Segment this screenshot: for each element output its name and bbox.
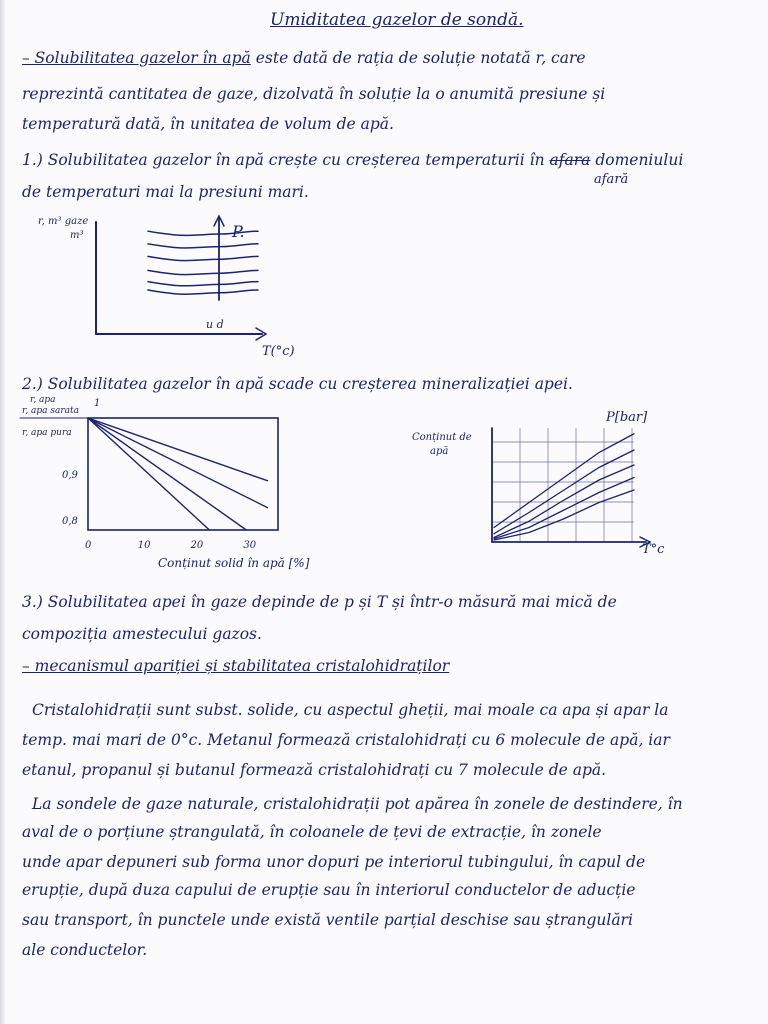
chart-2-x-tick-20: 20 bbox=[190, 540, 204, 551]
mechanism-line-4: La sondele de gaze naturale, cristalohidrații pot apărea în zonele de destindere, în bbox=[32, 795, 683, 813]
chart-3-x-label: T°c bbox=[642, 542, 665, 557]
chart-3-y-label-2: apă bbox=[430, 446, 449, 457]
mechanism-line-1: Cristalohidrații sunt subst. solide, cu aspectul gheții, mai moale ca apa și apar la bbox=[32, 701, 669, 719]
point-1-text-b: domeniului bbox=[595, 151, 684, 169]
page-title: Umiditatea gazelor de sondă. bbox=[270, 10, 524, 30]
intro-line-2: reprezintă cantitatea de gaze, dizolvată în soluție la o anumită presiune și bbox=[22, 85, 606, 103]
chart-3-y-label-1: Conținut de bbox=[412, 432, 472, 443]
point-3-line-1: 3.) Solubilitatea apei în gaze depinde de p și T și într-o măsură mai mică de bbox=[22, 593, 617, 611]
chart-2-y-top-2: r, apa sarata bbox=[22, 406, 80, 416]
point-1-line-2: de temperaturi mai la presiuni mari. bbox=[22, 183, 309, 201]
point-1-correction: afară bbox=[594, 172, 629, 187]
chart-2-y-tick-2: 0,8 bbox=[62, 516, 78, 527]
intro-lead: – Solubilitatea gazelor în apă bbox=[22, 49, 251, 67]
chart-1-y-label-2: m³ bbox=[70, 230, 84, 241]
mechanism-line-5: aval de o porțiune ștrangulată, în coloanele de țevi de extracție, în zonele bbox=[22, 823, 602, 841]
chart-2-x-tick-10: 10 bbox=[137, 540, 151, 551]
point-3-line-2: compoziția amestecului gazos. bbox=[22, 625, 262, 643]
chart-3-curve-4 bbox=[494, 478, 634, 539]
point-2-line-1: 2.) Solubilitatea gazelor în apă scade cu creșterea mineralizației apei. bbox=[22, 375, 573, 393]
mechanism-line-8: sau transport, în punctele unde există ventile parțial deschise sau ștrangulări bbox=[22, 911, 633, 929]
chart-2-y-tick-1: 0,9 bbox=[62, 470, 78, 481]
chart-2-x-tick-0: 0 bbox=[85, 540, 92, 551]
chart-3-p-label: P[bar] bbox=[606, 410, 648, 425]
point-1-struck-word: afara bbox=[549, 151, 591, 169]
mechanism-line-2: temp. mai mari de 0°c. Metanul formează cristalohidrați cu 6 molecule de apă, iar bbox=[22, 731, 670, 749]
chart-1-x-label: T(°c) bbox=[262, 344, 295, 359]
mechanism-line-3: etanul, propanul și butanul formează cristalohidrați cu 7 molecule de apă. bbox=[22, 761, 607, 779]
point-1-text-a: 1.) Solubilitatea gazelor în apă crește cu creșterea temperaturii în bbox=[22, 151, 545, 169]
mechanism-line-7: erupție, după duza capului de erupție sau în interiorul conductelor de aducție bbox=[22, 881, 636, 899]
mechanism-line-9: ale conductelor. bbox=[22, 941, 148, 959]
chart-2-y-top-3: r, apa pura bbox=[22, 428, 72, 438]
chart-2-y-top-1: r, apa bbox=[30, 395, 56, 405]
chart-2-x-label: Conținut solid în apă [%] bbox=[158, 556, 310, 570]
mechanism-heading-text: – mecanismul apariției și stabilitatea cristalohidraților bbox=[22, 657, 450, 675]
mechanism-heading bbox=[22, 656, 752, 676]
intro-line-3: temperatură dată, în unitatea de volum de apă. bbox=[22, 115, 394, 133]
chart-3-curve-2 bbox=[494, 450, 634, 534]
chart-3-curve-1 bbox=[494, 434, 634, 528]
chart-2-one: 1 bbox=[94, 398, 101, 409]
chart-1-p-label: P. bbox=[232, 222, 245, 241]
mechanism-line-6: unde apar depuneri sub forma unor dopuri pe interiorul tubingului, în capul de bbox=[22, 853, 646, 871]
chart-2-x-tick-30: 30 bbox=[243, 540, 257, 551]
intro-line-1-rest: este dată de rația de soluție notată r, care bbox=[250, 49, 586, 67]
chart-3-curve-3 bbox=[494, 465, 634, 538]
chart-1-y-label-1: r, m³ gaze bbox=[38, 216, 89, 227]
chart-1-bottom-text: u d bbox=[206, 318, 224, 331]
